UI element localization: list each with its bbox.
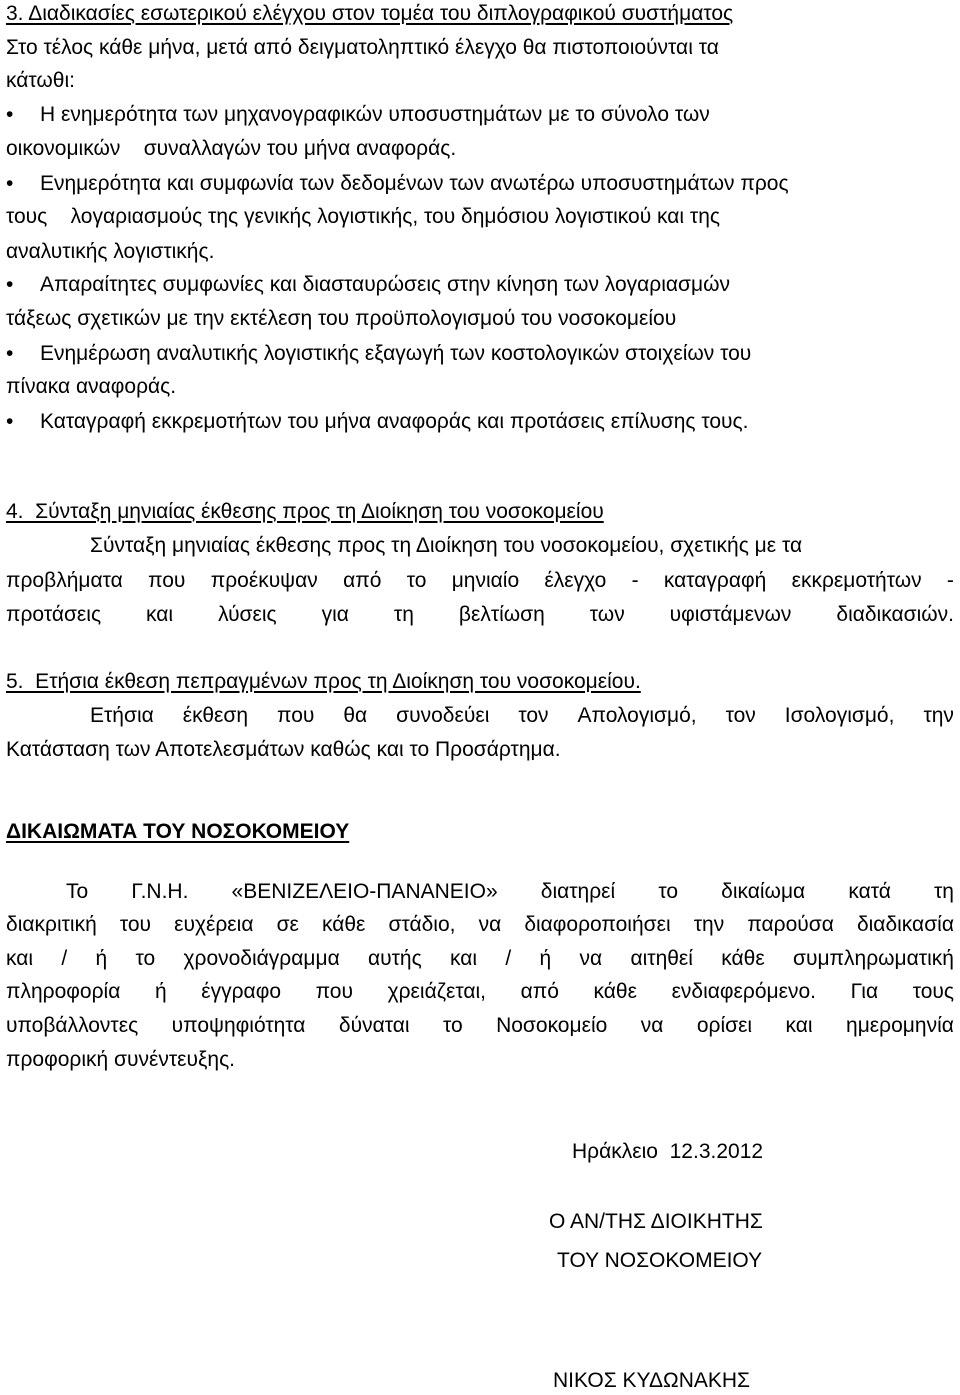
place-date: Ηράκλειο 12.3.2012 [572, 1140, 764, 1163]
bullet-item-text: Ενημέρωση αναλυτικής λογιστικής εξαγωγή των κοστολογικών στοιχείων του [40, 342, 752, 365]
word: θα [343, 704, 368, 727]
word: Ετήσια [90, 704, 154, 727]
word: αυτής [368, 947, 422, 970]
word: ενδιαφερόμενο. [671, 980, 816, 1003]
word: και [450, 947, 478, 970]
signatory-name: ΝΙΚΟΣ ΚΥΔΩΝΑΚΗΣ [553, 1369, 751, 1392]
signatory-title-line-2: ΤΟΥ ΝΟΣΟΚΟΜΕΙΟΥ [557, 1249, 763, 1272]
word: κάθε [593, 980, 637, 1003]
word: παρούσα [747, 913, 834, 936]
word: προέκυψαν [210, 569, 318, 592]
word: - [946, 569, 954, 592]
word: διακριτική [6, 913, 97, 936]
bullet-icon: • [6, 172, 14, 195]
signatory-title-line-1: Ο ΑΝ/ΤΗΣ ΔΙΟΙΚΗΤΗΣ [549, 1210, 763, 1233]
word: / [505, 947, 512, 970]
word: από [343, 569, 382, 592]
bullet-item-4-line-1 [6, 340, 751, 368]
bullet-item-text: Η ενημερότητα των μηχανογραφικών υποσυστημάτων με το σύνολο των [40, 103, 710, 126]
word: από [520, 980, 559, 1003]
word: το [406, 569, 427, 592]
word: εκκρεμοτήτων [791, 569, 922, 592]
bullet-item-1-line-2: οικονομικών συναλλαγών του μήνα αναφοράς. [6, 137, 457, 160]
word: τον [518, 704, 549, 727]
bullet-item-5-line-1 [6, 408, 748, 436]
bullet-icon: • [6, 410, 14, 433]
word: βελτίωση [458, 603, 545, 626]
word: διαφοροποιήσει [524, 913, 671, 936]
word: δύναται [338, 1014, 410, 1037]
word: Απολογισμό, [577, 704, 697, 727]
word: - [631, 569, 639, 592]
bullet-icon: • [6, 103, 14, 126]
section-5-paragraph-line-1 [90, 702, 954, 730]
word: διαδικασιών. [836, 603, 954, 626]
word: Γ.Ν.Η. [131, 880, 189, 903]
word: συμπληρωματική [793, 947, 954, 970]
word: προτάσεις [6, 603, 102, 626]
word: χρονοδιάγραμμα [183, 947, 340, 970]
word: διαδικασία [856, 913, 954, 936]
bullet-item-3-line-2: τάξεως σχετικών με την εκτέλεση του προϋπολογισμού του νοσοκομείου [6, 307, 677, 330]
section-3-heading: 3. Διαδικασίες εσωτερικού ελέγχου στον τομέα του διπλογραφικού συστήματος [6, 2, 734, 25]
word: έγγραφο [201, 980, 281, 1003]
rights-paragraph-line-1 [66, 878, 954, 906]
section-3-intro-line-1: Στο τέλος κάθε μήνα, μετά από δειγματοληπτικό έλεγχο θα πιστοποιούνται τα [6, 36, 719, 59]
word: να [478, 913, 502, 936]
word: Το [66, 880, 89, 903]
rights-paragraph-line-6: προφορική συνέντευξης. [6, 1048, 236, 1071]
word: προβλήματα [6, 569, 123, 592]
word: υφιστάμενων [669, 603, 792, 626]
section-4-paragraph-line-2 [6, 567, 954, 595]
word: λύσεις [218, 603, 277, 626]
word: που [148, 569, 186, 592]
word: τον [725, 704, 756, 727]
word: να [640, 1014, 664, 1037]
word: ή [95, 947, 108, 970]
rights-paragraph-line-3 [6, 945, 954, 973]
section-4-paragraph-line-1: Σύνταξη μηνιαίας έκθεσης προς τη Διοίκηση του νοσοκομείου, σχετικής με τα [90, 534, 803, 557]
bullet-item-1-line-1 [6, 101, 710, 129]
word: καταγραφή [663, 569, 767, 592]
rights-paragraph-line-5 [6, 1012, 954, 1040]
bullet-icon: • [6, 342, 14, 365]
bullet-item-3-line-1 [6, 271, 730, 299]
word: την [693, 913, 725, 936]
word: κάθε [321, 913, 366, 936]
word: το [658, 880, 679, 903]
word: συνοδεύει [396, 704, 490, 727]
word: ή [154, 980, 167, 1003]
word: των [589, 603, 625, 626]
word: δικαίωμα [721, 880, 806, 903]
word: που [315, 980, 353, 1003]
word: ορίσει [696, 1014, 753, 1037]
word: να [579, 947, 603, 970]
word: διατηρεί [540, 880, 616, 903]
word: Για [850, 980, 879, 1003]
word: Ισολογισμό, [784, 704, 895, 727]
word: για [321, 603, 349, 626]
word: έλεγχο [544, 569, 607, 592]
section-4-heading: 4. Σύνταξη μηνιαίας έκθεσης προς τη Διοίκηση του νοσοκομείου [6, 500, 604, 523]
word: / [61, 947, 68, 970]
rights-heading: ΔΙΚΑΙΩΜΑΤΑ ΤΟΥ ΝΟΣΟΚΟΜΕΙΟΥ [6, 820, 350, 843]
word: τους [912, 980, 954, 1003]
bullet-item-2-line-1 [6, 170, 789, 198]
word: την [923, 704, 954, 727]
word: και [785, 1014, 813, 1037]
word: τη [393, 603, 414, 626]
word: κάθε [721, 947, 765, 970]
word: έκθεση [182, 704, 249, 727]
word: μηνιαίο [451, 569, 520, 592]
section-5-paragraph-line-2: Κατάσταση των Αποτελεσμάτων καθώς και το Προσάρτημα. [6, 738, 561, 761]
bullet-item-2-line-3: αναλυτικής λογιστικής. [6, 240, 215, 263]
rights-paragraph-line-2 [6, 911, 954, 939]
section-3-intro-line-2: κάτωθι: [6, 69, 75, 92]
word: υποψηφιότητα [171, 1014, 306, 1037]
word: το [442, 1014, 463, 1037]
word: υποβάλλοντες [6, 1014, 139, 1037]
rights-paragraph-line-4 [6, 978, 954, 1006]
bullet-item-text: Ενημερότητα και συμφωνία των δεδομένων των ανωτέρω υποσυστημάτων προς [40, 172, 789, 195]
word: που [277, 704, 315, 727]
word: ευχέρεια [174, 913, 254, 936]
word: τη [933, 880, 954, 903]
section-5-heading: 5. Ετήσια έκθεση πεπραγμένων προς τη Διοίκηση του νοσοκομείου. [6, 670, 641, 693]
word: πληροφορία [6, 980, 121, 1003]
word: ή [539, 947, 552, 970]
word: το [135, 947, 156, 970]
word: χρειάζεται, [387, 980, 486, 1003]
section-4-paragraph-line-3 [6, 601, 954, 629]
word: «ΒΕΝΙΖΕΛΕΙΟ-ΠΑΝΑΝΕΙΟ» [231, 880, 498, 903]
bullet-item-text: Καταγραφή εκκρεμοτήτων του μήνα αναφοράς και προτάσεις επίλυσης τους. [40, 410, 749, 433]
word: κατά [848, 880, 891, 903]
word: σε [276, 913, 299, 936]
bullet-item-text: Απαραίτητες συμφωνίες και διασταυρώσεις στην κίνηση των λογαριασμών [40, 273, 730, 296]
word: αιτηθεί [630, 947, 693, 970]
word: και [6, 947, 34, 970]
bullet-item-2-line-2: τους λογαριασμούς της γενικής λογιστικής, του δημόσιου λογιστικού και της [6, 205, 720, 228]
word: ημερομηνία [846, 1014, 954, 1037]
bullet-item-4-line-2: πίνακα αναφοράς. [6, 375, 177, 398]
word: Νοσοκομείο [496, 1014, 608, 1037]
word: και [146, 603, 174, 626]
word: στάδιο, [388, 913, 456, 936]
word: του [119, 913, 152, 936]
bullet-icon: • [6, 273, 14, 296]
